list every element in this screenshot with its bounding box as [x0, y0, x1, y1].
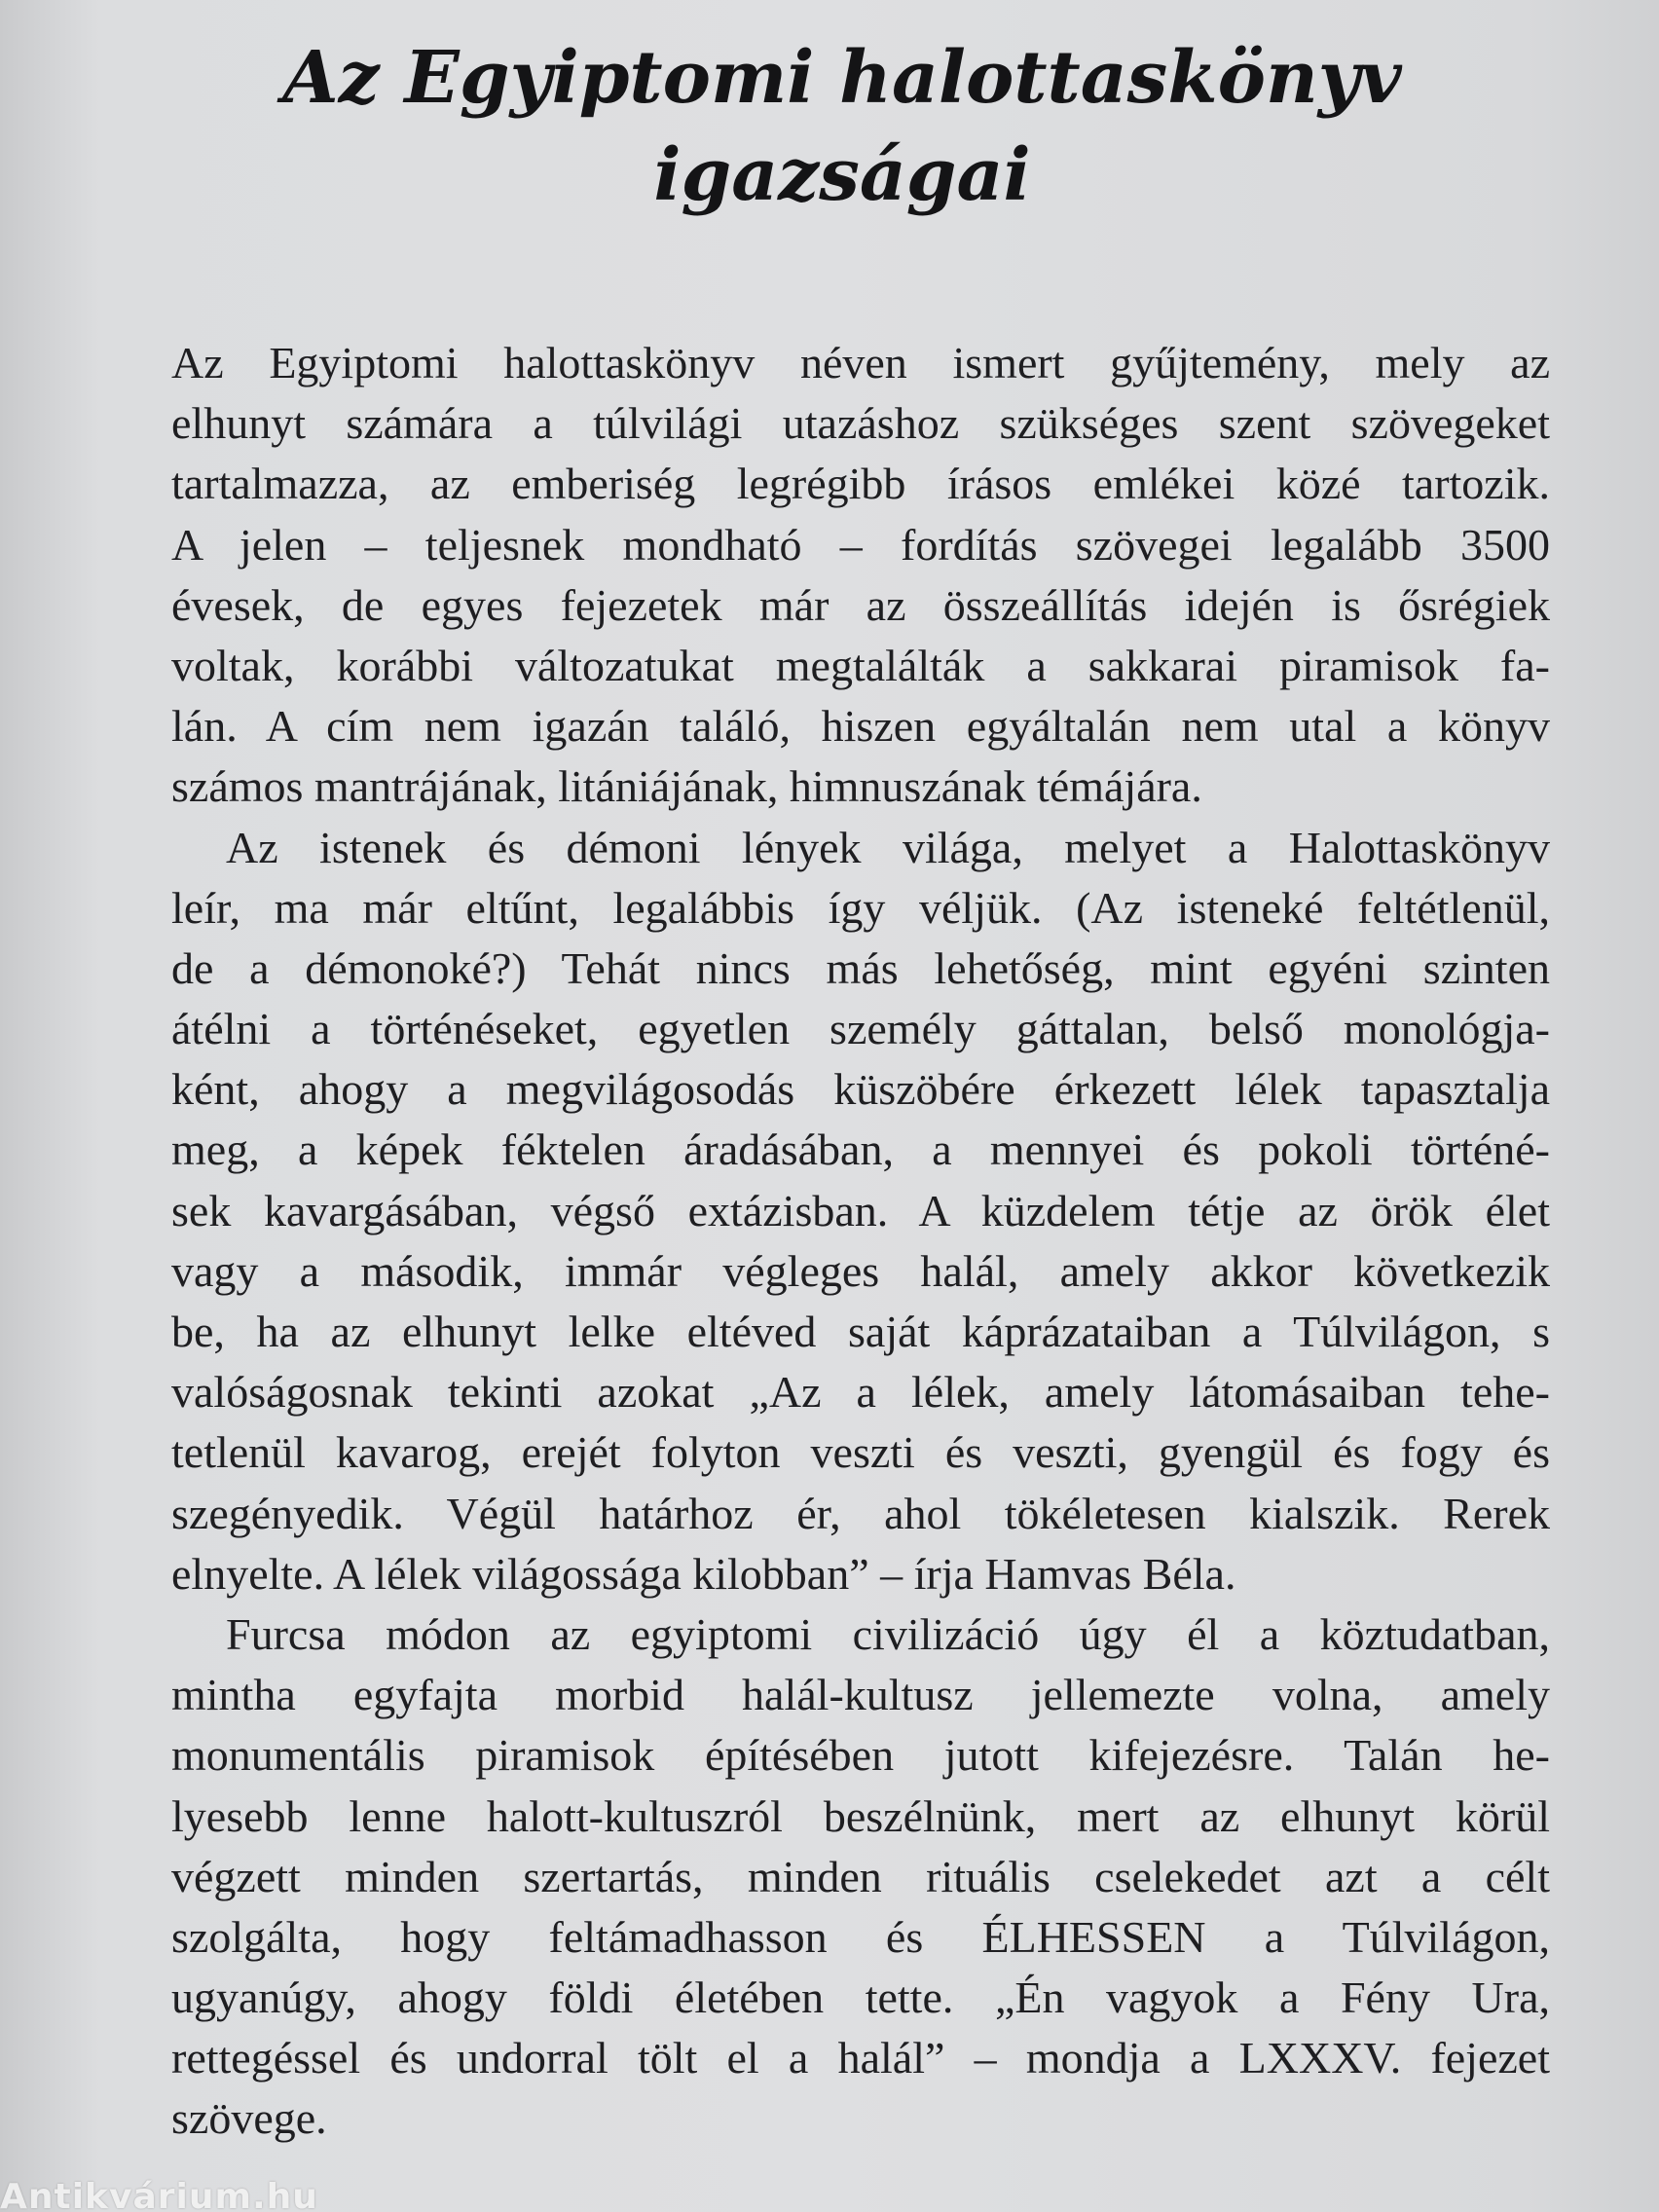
- text-line: átélni a történéseket, egyetlen személy gáttalan, belső monológja-: [171, 1004, 1550, 1054]
- chapter-title-line-1: Az Egyiptomi halottaskönyv: [282, 36, 1402, 120]
- chapter-title: [224, 29, 1460, 224]
- text-line: leír, ma már eltűnt, legalábbis így véljük. (Az isteneké feltétlenül,: [171, 882, 1550, 933]
- text-line: ugyanúgy, ahogy földi életében tette. „Én vagyok a Fény Ura,: [171, 1972, 1550, 2023]
- text-line: évesek, de egyes fejezetek már az összeállítás idején is ősrégiek: [171, 579, 1550, 630]
- text-line: elhunyt számára a túlvilági utazáshoz szükséges szent szövegeket: [171, 398, 1550, 449]
- text-line: lán. A cím nem igazán találó, hiszen egyáltalán nem utal a könyv: [171, 701, 1550, 752]
- watermark-text: Antikvárium.hu: [0, 2177, 318, 2212]
- text-line: ként, ahogy a megvilágosodás küszöbére érkezett lélek tapasztalja: [171, 1064, 1550, 1115]
- text-line: szövege.: [171, 2093, 327, 2144]
- paragraph-3: [171, 1604, 1550, 2150]
- text-line: Az Egyiptomi halottaskönyv néven ismert gyűjtemény, mely az: [171, 338, 1550, 387]
- text-line: sek kavargásában, végső extázisban. A küzdelem tétje az örök élet: [171, 1185, 1550, 1235]
- text-line: A jelen – teljesnek mondható – fordítás szövegei legalább 3500: [171, 519, 1550, 570]
- text-line: rettegéssel és undorral tölt el a halál” – mondja a LXXXV. fejezet: [171, 2033, 1550, 2083]
- text-line: be, ha az elhunyt lelke eltéved saját káprázataiban a Túlvilágon, s: [171, 1307, 1550, 1356]
- text-line: lyesebb lenne halott-kultuszról beszélnünk, mert az elhunyt körül: [171, 1790, 1550, 1841]
- text-line: valóságosnak tekinti azokat „Az a lélek, amely látomásaiban tehe-: [171, 1367, 1550, 1418]
- text-line: elnyelte. A lélek világossága kilobban” – írja Hamvas Béla.: [171, 1548, 1236, 1599]
- text-line: szegényedik. Végül határhoz ér, ahol tökéletesen kialszik. Rerek: [171, 1488, 1550, 1538]
- text-line: tartalmazza, az emberiség legrégibb írásos emlékei közé tartozik.: [171, 459, 1550, 509]
- text-line: mintha egyfajta morbid halál-kultusz jellemezte volna, amely: [171, 1670, 1550, 1720]
- text-line: vagy a második, immár végleges halál, amely akkor következik: [171, 1245, 1550, 1296]
- text-line: végzett minden szertartás, minden rituális cselekedet azt a célt: [171, 1851, 1550, 1901]
- text-line: Az istenek és démoni lények világa, melyet a Halottaskönyv: [226, 822, 1550, 872]
- paragraph-1: [171, 333, 1550, 818]
- text-line: de a démonoké?) Tehát nincs más lehetőség, mint egyéni szinten: [171, 942, 1550, 993]
- text-line: számos mantrájának, litániájának, himnuszának témájára.: [171, 761, 1202, 812]
- text-line: voltak, korábbi változatukat megtalálták a sakkarai piramisok fa-: [171, 640, 1550, 690]
- text-line: monumentális piramisok építésében jutott kifejezésre. Talán he-: [171, 1730, 1550, 1781]
- text-line: Furcsa módon az egyiptomi civilizáció úgy él a köztudatban,: [226, 1608, 1550, 1659]
- chapter-title-line-2: igazságai: [653, 133, 1031, 217]
- paragraph-2: [171, 818, 1550, 1604]
- text-line: tetlenül kavarog, erejét folyton veszti és veszti, gyengül és fogy és: [171, 1427, 1550, 1478]
- body-text: [171, 333, 1550, 2150]
- text-line: szolgálta, hogy feltámadhasson és ÉLHESSEN a Túlvilágon,: [171, 1911, 1550, 1962]
- text-line: meg, a képek féktelen áradásában, a mennyei és pokoli történé-: [171, 1124, 1550, 1175]
